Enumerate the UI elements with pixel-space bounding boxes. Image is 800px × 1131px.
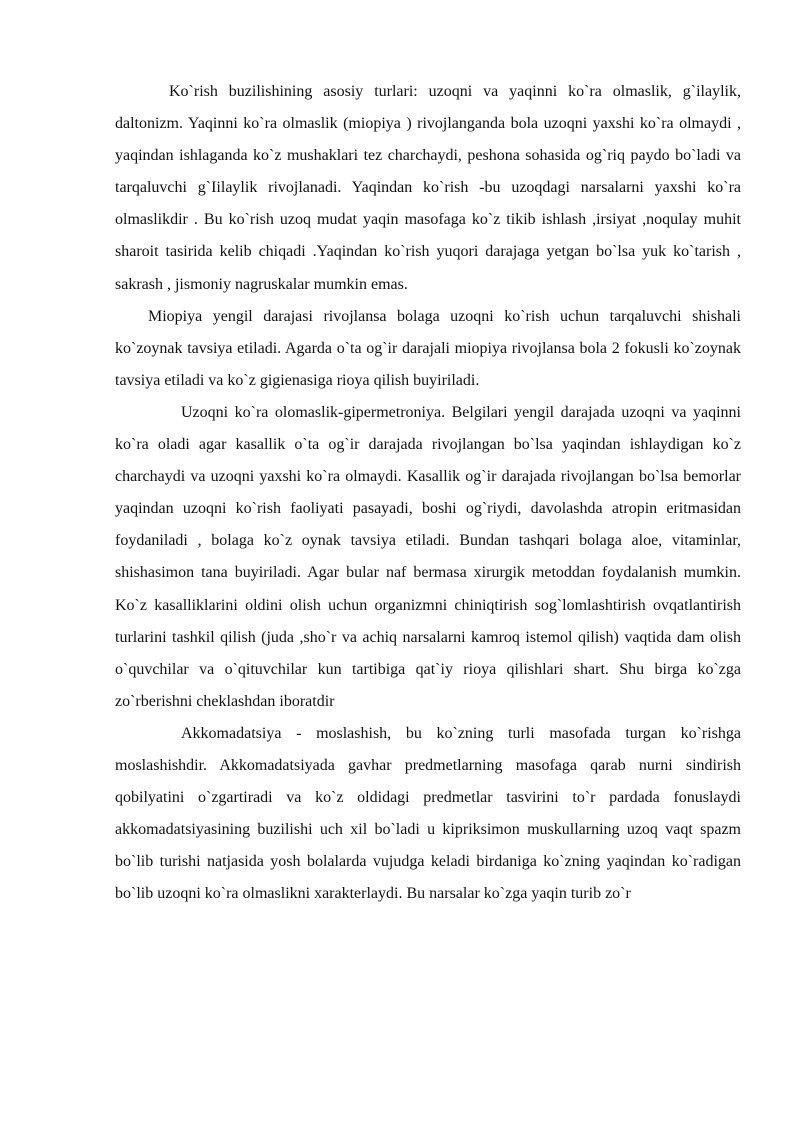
paragraph-myopia-treatment: Miopiya yengil darajasi rivojlansa bolaga uzoqni ko`rish uchun tarqaluvchi shishali ko`zoynak tavsiya etiladi. Agarda o`ta og`ir darajali miopiya rivojlansa bola 2 fokusli ko`zoynak tavsiya etiladi va ko`z gigienasiga rioya qilish buyiriladi. (115, 307, 741, 389)
paragraph-vision-disorders: Ko`rish buzilishining asosiy turlari: uzoqni va yaqinni ko`ra olmaslik, g`ilaylik, daltonizm. Yaqinni ko`ra olmaslik (miopiya ) rivojlanganda bola uzoqni yaxshi ko`ra olmaydi , yaqindan ishlaganda ko`z mushaklari tez charchaydi, peshona sohasida og`riq paydo bo`ladi va tarqaluvchi g`Iilaylik rivojlanadi. Yaqindan ko`rish -bu uzoqdagi narsalarni yaxshi ko`ra olmaslikdir . Bu ko`rish uzoq mudat yaqin masofaga ko`z tikib ishlash ,irsiyat ,noqulay muhit sharoit tasirida kelib chiqadi .Yaqindan ko`rish yuqori darajaga yetgan bo`lsa yuk ko`tarish , sakrash , jismoniy nagruskalar mumkin emas. (115, 83, 741, 293)
body-text (115, 76, 741, 910)
paragraph-hypermetropia: Uzoqni ko`ra olomaslik-gipermetroniya. Belgilari yengil darajada uzoqni va yaqinni ko`ra oladi agar kasallik o`ta og`ir darajada rivojlangan bo`lsa yaqindan ishlaydigan ko`z charchaydi va uzoqni yaxshi ko`ra olmaydi. Kasallik og`ir darajada rivojlangan bo`lsa bemorlar yaqindan uzoqni ko`rish faoliyati pasayadi, boshi og`riydi, davolashda atropin eritmasidan foydaniladi , bolaga ko`z oynak tavsiya etiladi. Bundan tashqari bolaga aloe, vitaminlar, shishasimon tana buyiriladi. Agar bular naf bermasa xirurgik metoddan foydalanish mumkin. Ko`z kasalliklarini oldini olish uchun organizmni chiniqtirish sog`lomlashtirish ovqatlantirish turlarini tashkil qilish (juda ,sho`r va achiq narsalarni kamroq istemol qilish) vaqtida dam olish o`quvchilar va o`qituvchilar kun tartibiga qat`iy rioya qilishlari shart. Shu birga ko`zga zo`rberishni cheklashdan iboratdir (115, 403, 741, 710)
paragraph-accommodation: Akkomadatsiya - moslashish, bu ko`zning turli masofada turgan ko`rishga moslashishdir. Akkomadatsiyada gavhar predmetlarning masofaga qarab nurni sindirish qobilyatini o`zgartiradi va ko`z oldidagi predmetlar tasvirini to`r pardada fonuslaydi akkomadatsiyasining buzilishi uch xil bo`ladi u kipriksimon muskullarning uzoq vaqt spazm bo`lib turishi natjasida yosh bolalarda vujudga keladi birdaniga ko`zning yaqindan ko`radigan bo`lib uzoqni ko`ra olmaslikni xarakterlaydi. Bu narsalar ko`zga yaqin turib zo`r (115, 724, 741, 903)
